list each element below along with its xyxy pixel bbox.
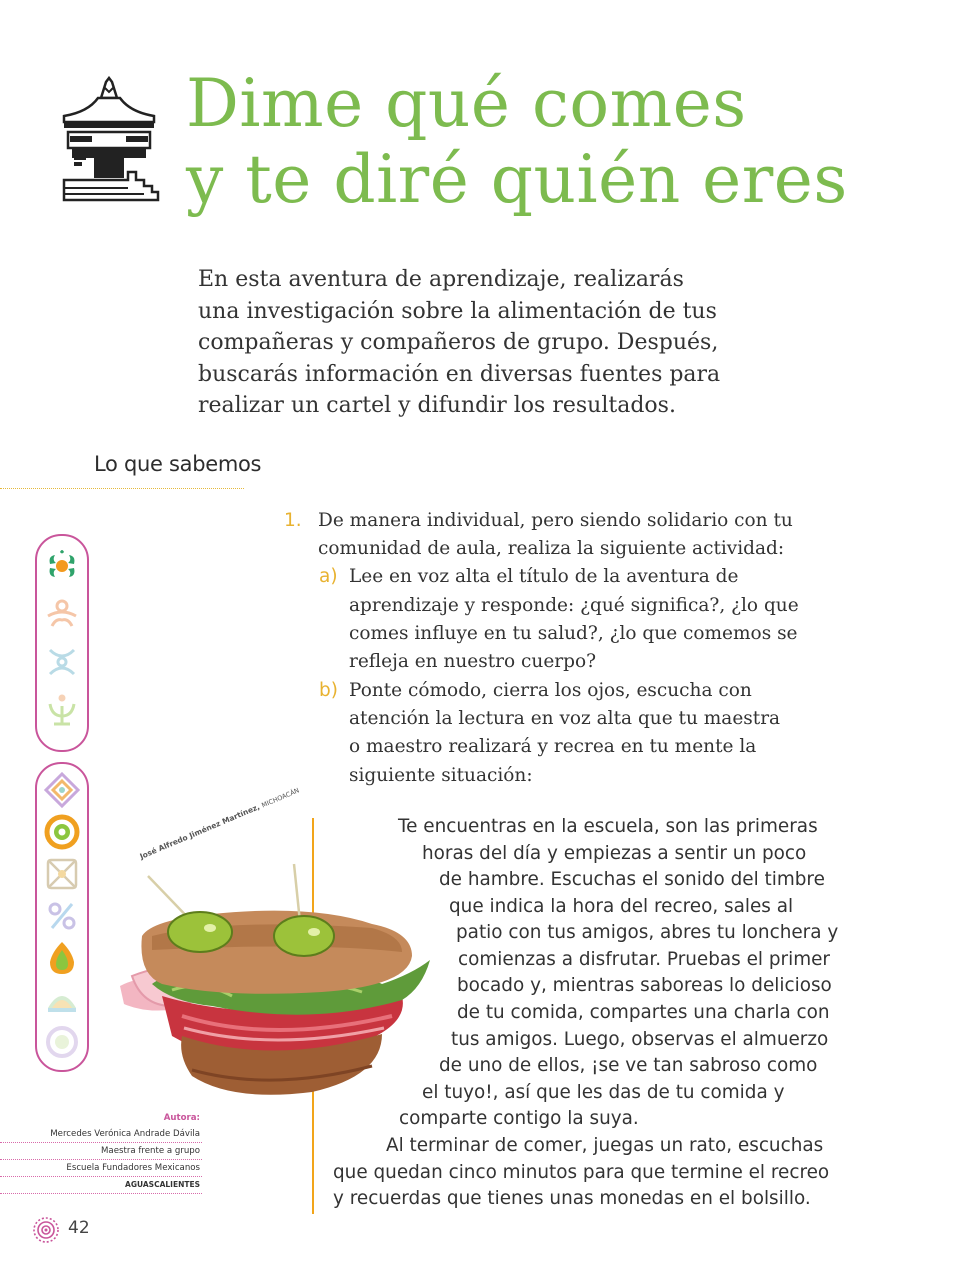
story-line: tus amigos. Luego, observas el almuerzo <box>451 1029 829 1050</box>
author-label: Autora: <box>163 1113 200 1123</box>
intro-line: una investigación sobre la alimentación de tus <box>198 298 717 324</box>
section-divider <box>0 488 244 489</box>
sprout-symbol-icon <box>42 690 82 730</box>
illustrator-name: José Alfredo Jiménez Martínez, <box>138 802 262 861</box>
title-line-1: Dime qué comes <box>186 65 747 142</box>
item-a-line: comes influye en tu salud?, ¿lo que comemos se <box>349 623 798 644</box>
illustration-credit <box>138 785 300 861</box>
story-line: de uno de ellos, ¡se ve tan sabroso como <box>439 1055 818 1076</box>
circle-symbol-icon <box>42 1022 82 1062</box>
flame-symbol-icon <box>42 938 82 978</box>
item-a-line: aprendizaje y responde: ¿qué significa?, ¿lo que <box>349 595 799 616</box>
story-line: Te encuentras en la escuela, son las primeras <box>398 816 818 837</box>
intro-paragraph <box>198 264 778 422</box>
item-a-line: refleja en nuestro cuerpo? <box>349 651 597 672</box>
item-a-line: Lee en voz alta el título de la aventura de <box>349 566 739 587</box>
cross-symbol-icon <box>42 854 82 894</box>
dome-symbol-icon <box>42 980 82 1020</box>
page-number: 42 <box>68 1218 90 1238</box>
author-credit <box>0 1110 202 1194</box>
diamond-symbol-icon <box>42 770 82 810</box>
intro-line: compañeras y compañeros de grupo. Después, <box>198 330 719 355</box>
side-symbols-top <box>35 534 89 752</box>
story-line: de hambre. Escuchas el sonido del timbre <box>439 869 825 890</box>
mandala-icon <box>32 1216 60 1244</box>
author-state: AGUASCALIENTES <box>0 1177 202 1194</box>
activity-number: 1. <box>284 510 302 531</box>
intro-line: En esta aventura de aprendizaje, realizarás <box>198 267 684 292</box>
story-line: patio con tus amigos, abres tu lonchera y <box>456 922 839 943</box>
item-b-line: atención la lectura en voz alta que tu maestra <box>349 708 781 729</box>
figure-symbol-icon <box>42 642 82 682</box>
item-b-line: siguiente situación: <box>349 765 533 786</box>
title-line-2: y te diré quién eres <box>186 141 848 218</box>
story-line: de tu comida, compartes una charla con <box>457 1002 830 1023</box>
story-line: el tuyo!, así que les das de tu comida y <box>422 1082 785 1103</box>
story-line: comparte contigo la suya. <box>399 1108 639 1129</box>
section-heading: Lo que sabemos <box>94 452 262 476</box>
item-marker-a: a) <box>319 566 338 587</box>
sun-symbol-icon <box>42 594 82 634</box>
story-line: Al terminar de comer, juegas un rato, escuchas <box>386 1135 824 1156</box>
item-b-line: o maestro realizará y recrea en tu mente la <box>349 736 757 757</box>
author-role: Maestra frente a grupo <box>0 1143 202 1160</box>
item-marker-b: b) <box>319 680 338 701</box>
nature-symbol-icon <box>42 546 82 586</box>
story-line: que indica la hora del recreo, sales al <box>449 896 794 917</box>
author-name: Mercedes Verónica Andrade Dávila <box>0 1126 202 1143</box>
story-line: y recuerdas que tienes unas monedas en el bolsillo. <box>333 1188 811 1209</box>
activity-line: comunidad de aula, realiza la siguiente actividad: <box>318 538 785 559</box>
activity-line: De manera individual, pero siendo solidario con tu <box>318 510 793 531</box>
intro-line: realizar un cartel y difundir los resultados. <box>198 393 676 418</box>
story-line: horas del día y empiezas a sentir un poco <box>422 843 807 864</box>
author-school: Escuela Fundadores Mexicanos <box>0 1160 202 1177</box>
sandwich-illustration <box>112 856 442 1116</box>
story-line: bocado y, mientras saboreas lo delicioso <box>457 975 832 996</box>
illustrator-state: MICHOACÁN <box>260 786 301 810</box>
story-line: que quedan cinco minutos para que termine el recreo <box>333 1162 830 1183</box>
page-title <box>186 66 946 218</box>
percent-symbol-icon <box>42 896 82 936</box>
item-b-line: Ponte cómodo, cierra los ojos, escucha con <box>349 680 752 701</box>
intro-line: buscarás información en diversas fuentes para <box>198 361 721 387</box>
pyramid-temple-icon <box>58 76 160 204</box>
story-line: comienzas a disfrutar. Pruebas el primer <box>458 949 830 970</box>
side-symbols-bottom <box>35 762 89 1072</box>
spiral-symbol-icon <box>42 812 82 852</box>
